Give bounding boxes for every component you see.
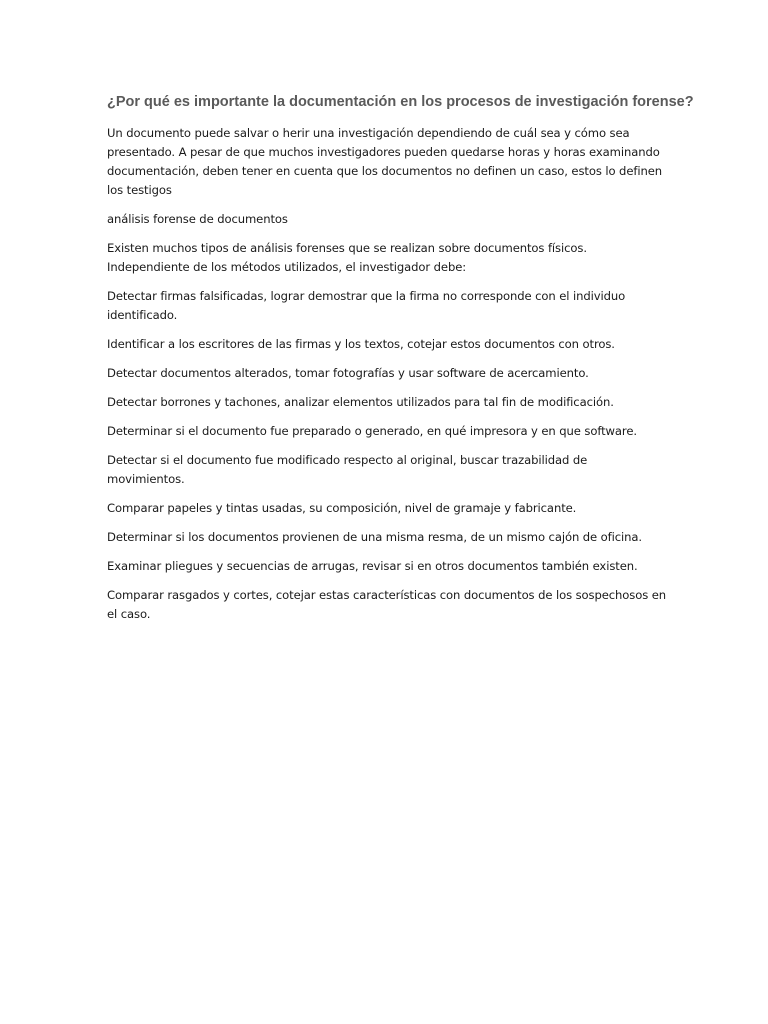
- paragraph-item: Comparar papeles y tintas usadas, su composición, nivel de gramaje y fabricante.: [107, 501, 577, 515]
- paragraph-subheading: análisis forense de documentos: [107, 212, 288, 226]
- document-title: ¿Por qué es importante la documentación en los procesos de investigación forense?: [107, 94, 694, 110]
- paragraph-item: Determinar si los documentos provienen de una misma resma, de un mismo cajón de oficina.: [107, 530, 642, 544]
- paragraph-item: Detectar si el documento fue modificado respecto al original, buscar trazabilidad de movimientos.: [107, 453, 588, 486]
- paragraph-item: Detectar documentos alterados, tomar fotografías y usar software de acercamiento.: [107, 366, 589, 380]
- paragraph-intro: Un documento puede salvar o herir una investigación dependiendo de cuál sea y cómo sea presentado. A pesar de que muchos investigadores pueden quedarse horas y horas examinando documentación, deben tener en cuenta que los documentos no definen un caso, estos lo definen los testigos: [107, 126, 662, 197]
- paragraph-item: Detectar borrones y tachones, analizar elementos utilizados para tal fin de modificación.: [107, 395, 614, 409]
- document-page: [107, 92, 694, 634]
- paragraph-item: Comparar rasgados y cortes, cotejar estas características con documentos de los sospechosos en el caso.: [107, 588, 667, 621]
- paragraph-item: Detectar firmas falsificadas, lograr demostrar que la firma no corresponde con el individuo identificado.: [107, 289, 626, 322]
- paragraph-analysis-types: Existen muchos tipos de análisis forenses que se realizan sobre documentos físicos. Independiente de los métodos utilizados, el investigador debe:: [107, 241, 587, 274]
- paragraph-item: Determinar si el documento fue preparado o generado, en qué impresora y en que software.: [107, 424, 637, 438]
- paragraph-item: Identificar a los escritores de las firmas y los textos, cotejar estos documentos con otros.: [107, 337, 615, 351]
- paragraph-item: Examinar pliegues y secuencias de arrugas, revisar si en otros documentos también existen.: [107, 559, 638, 573]
